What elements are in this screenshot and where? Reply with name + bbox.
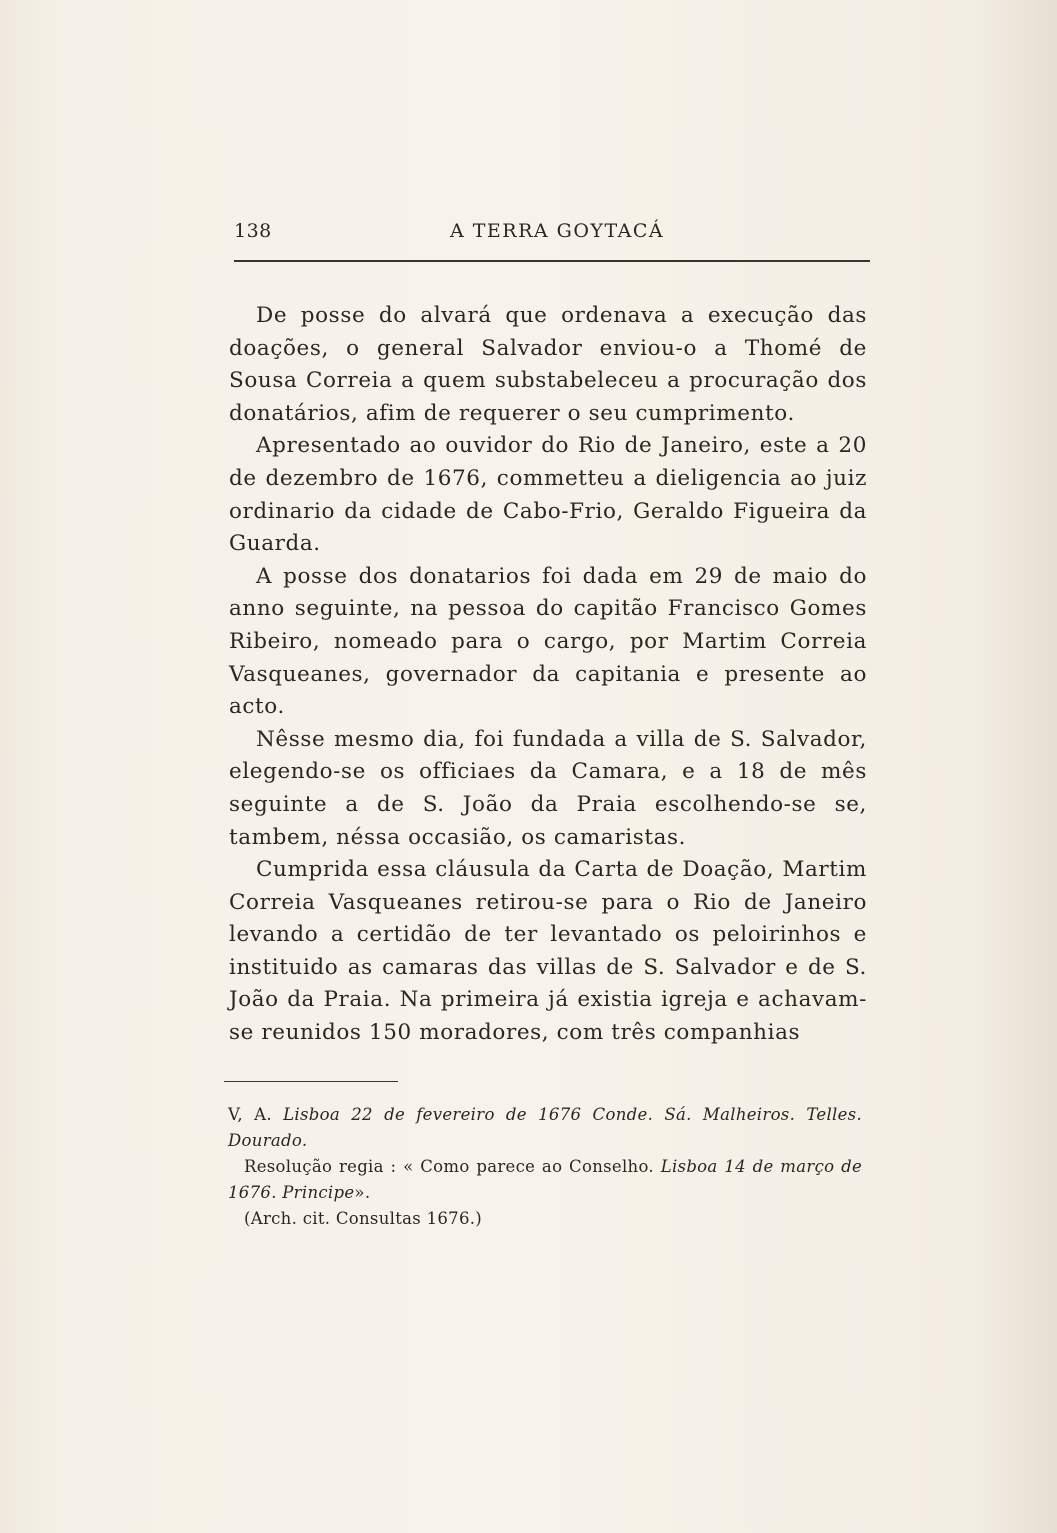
paragraph: Cumprida essa cláusula da Carta de Doação, Martim Correia Vasqueanes retirou-se para o Rio de Janeiro levando a certidão de ter levantado os peloirinhos e instituido as camaras das villas de S. Salvador e de S. João da Praia. Na primeira já existia igreja e achavam-se reunidos 150 moradores, com três companhias [229, 857, 867, 1046]
page-number: 138 [234, 220, 272, 242]
header-rule [234, 260, 870, 262]
paragraph: Nêsse mesmo dia, foi fundada a villa de S. Salvador, elegendo-se os officiaes da Camara, e a 18 de mês seguinte a de S. João da Praia escolhendo-se se, tambem, néssa occasião, os camaristas. [229, 726, 867, 850]
paragraph: A posse dos donatarios foi dada em 29 de maio do anno seguinte, na pessoa do capitão Francisco Gomes Ribeiro, nomeado para o cargo, por Martim Correia Vasqueanes, governador da capitania e presente ao acto. [229, 563, 867, 720]
footnote-ref: V, A. [228, 1105, 272, 1124]
footnote-close-quote: ». [354, 1183, 371, 1202]
footnote-line [228, 1154, 862, 1206]
footnote-rule [224, 1081, 398, 1082]
footnotes [228, 1102, 862, 1232]
running-title: A TERRA GOYTACÁ [450, 220, 665, 242]
paragraph: De posse do alvará que ordenava a execução das doações, o general Salvador enviou-o a Thomé de Sousa Correia a quem substabeleceu a procuração dos donatários, afim de requerer o seu cumprimento. [229, 303, 867, 426]
footnote-citation: Lisboa 14 de março de 1676. Principe [228, 1157, 863, 1202]
footnote-citation: Lisboa 22 de fevereiro de 1676 Conde. Sá. Malheiros. Telles. Dourado. [228, 1105, 862, 1150]
paragraph: Apresentado ao ouvidor do Rio de Janeiro, este a 20 de dezembro de 1676, commetteu a dieligencia ao juiz ordinario da cidade de Cabo-Frio, Geraldo Figueira da Guarda. [229, 433, 867, 557]
footnote-line [228, 1102, 862, 1154]
footnote-resolution: Resolução regia : « Como parece ao Conselho. [244, 1157, 654, 1176]
page-header [234, 220, 870, 250]
main-text [229, 300, 867, 1050]
footnote-archive: (Arch. cit. Consultas 1676.) [244, 1209, 483, 1228]
